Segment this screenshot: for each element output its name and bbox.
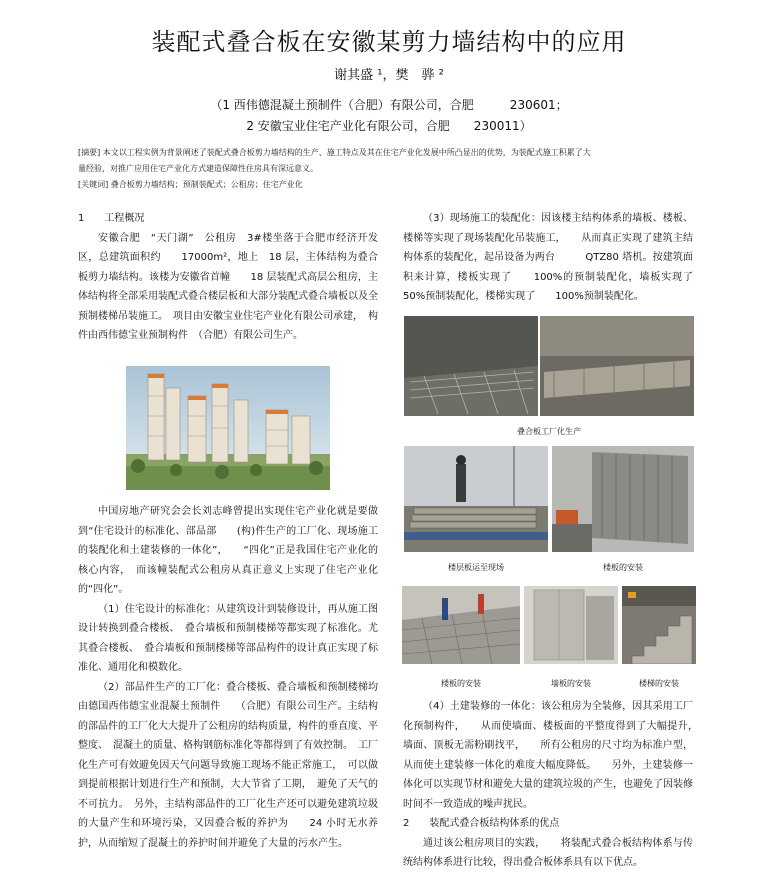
left-column-top — [78, 209, 378, 346]
wall-panel-image — [552, 446, 694, 552]
item-3-onsite-assembly: （3）现场施工的装配化：因该楼主结构体系的墙板、楼板、楼梯等实现了现场装配化吊装施工， 从而真正实现了建筑主结构体系的装配化，起吊设备为两台 QTZ80 塔机。按建筑面积来计算，楼板实现了 100%的预制装配化，墙板实现了 50%预制装配化，楼梯实现了 100%预制装配化。 — [403, 213, 703, 302]
stair-install-image — [622, 586, 696, 664]
floor-install-image — [402, 586, 520, 664]
stair-install-figure — [622, 586, 696, 664]
left-column-bottom — [78, 502, 378, 853]
affiliation-2: 2 安徽宝业住宅产业化有限公司，合肥 230011） — [246, 119, 532, 133]
abstract-line-1: [摘要] 本文以工程实例为背景阐述了装配式叠合板剪力墙结构的生产、施工特点及其在住宅产业化发展中所凸显出的优势，为装配式施工积累了大 — [78, 148, 591, 157]
paper-authors: 谢其盛 ¹，樊 骅 ² — [334, 68, 444, 83]
caption-stair-install: 楼梯的安装 — [639, 679, 679, 688]
wall-install-image — [524, 586, 618, 664]
section-1-paragraph-2: 中国房地产研究会会长刘志峰曾提出实现住宅产业化就是要做到“住宅设计的标准化、部品部 (构)件生产的工厂化、现场施工的装配化和土建装修的一体化”， “四化”正是我国住宅产业化的核心内容， 而该幢装配式公租房从真正意义上实现了住宅产业化的“四化”。 — [78, 506, 378, 595]
caption-transport: 楼层板运至现场 — [448, 563, 504, 572]
building-rendering-figure — [126, 366, 330, 490]
section-2-heading: 2 装配式叠合板结构体系的优点 — [403, 818, 560, 829]
transport-figure — [404, 446, 548, 552]
affiliation-1: （1 西伟德混凝土预制件（合肥）有限公司，合肥 230601； — [210, 98, 568, 112]
section-2-paragraph-1: 通过该公租房项目的实践， 将装配式叠合板结构体系与传统结构体系进行比较，得出叠合板体系具有以下优点。 — [403, 837, 693, 868]
abstract — [78, 145, 698, 193]
item-2-factory-production: （2）部品件生产的工厂化：叠合楼板、叠合墙板和预制楼梯均由德国西伟德宝业混凝土预制件 （合肥）有限公司生产。主结构的部品件的工厂化大大提升了公租房的结构质量，构件的垂直度、平整度、 混凝土的质量、格构钢筋标准化等都得到了有效控制。 工厂化生产可有效避免因天气问题导致施工现场不能正常施工， 可以做到提前根据计划进行生产和预制，大大节省了工期， 避免了天气的不可抗力。 另外，主结构部品件的工厂化生产还可以避免建筑垃圾的大量产生和环境污染，又因叠合板的养护为 24 小时无水养护，从而缩短了混凝土的养护时间并避免了大量的污水产生。 — [78, 681, 378, 849]
floor-install-figure — [402, 586, 520, 664]
abstract-line-2: 量经验，对推广应用住宅产业化方式建造保障性住房具有深远意义。 — [78, 164, 318, 173]
wall-install-figure — [524, 586, 618, 664]
section-1-paragraph-1: 安徽合肥 “天门湖” 公租房 3#楼坐落于合肥市经济开发区，总建筑面积约 17000m²，地上 18 层，主体结构为叠合板剪力墙结构。该楼为安徽省首幢 18 层装配式高层公租房，主体结构将全部采用装配式叠合楼层板和大部分装配式叠合墙板以及全预制楼梯吊装施工。 项目由安徽宝业住宅产业化有限公司承建， 构件由西伟德宝业预制构件 （合肥）有限公司生产。 — [78, 232, 378, 341]
paper-title: 装配式叠合板在安徽某剪力墙结构中的应用 — [151, 28, 627, 56]
caption-floor-install: 楼板的安装 — [441, 679, 481, 688]
right-column-bottom — [403, 697, 703, 873]
item-1-standardization: （1）住宅设计的标准化：从建筑设计到装修设计，再从施工图设计转换到叠合楼板、 叠合墙板和预制楼梯等都实现了标准化。尤其叠合楼板、 叠合墙板和预制楼梯等部品构件的设计真正实现了标准化、通用化和模数化。 — [78, 603, 378, 673]
keywords: [关键词] 叠合板剪力墙结构；预制装配式；公租房；住宅产业化 — [78, 180, 303, 189]
item-4-integrated-decoration: （4）土建装修的一体化：该公租房为全装修，因其采用工厂化预制构件， 从而使墙面、楼板面的平整度得到了大幅提升， 墙面、顶板无需粉刷找平， 所有公租房的尺寸均为标准户型，从而使土建装修一体化的难度大幅度降低。 另外，土建装修一体化可以实现节材和避免大量的建筑垃圾的产生，也避免了因装修时间不一致造成的噪声扰民。 — [403, 701, 703, 810]
caption-floor-install-top: 楼板的安装 — [603, 563, 643, 572]
building-rendering-image — [126, 366, 330, 490]
factory-production-image — [404, 316, 694, 416]
wall-panel-figure — [552, 446, 694, 552]
caption-factory-production: 叠合板工厂化生产 — [517, 427, 581, 436]
caption-wall-install: 墙板的安装 — [551, 679, 591, 688]
factory-production-figure — [404, 316, 694, 416]
section-1-heading: 1 工程概况 — [78, 213, 145, 224]
right-column-top — [403, 209, 703, 307]
transport-image — [404, 446, 548, 552]
